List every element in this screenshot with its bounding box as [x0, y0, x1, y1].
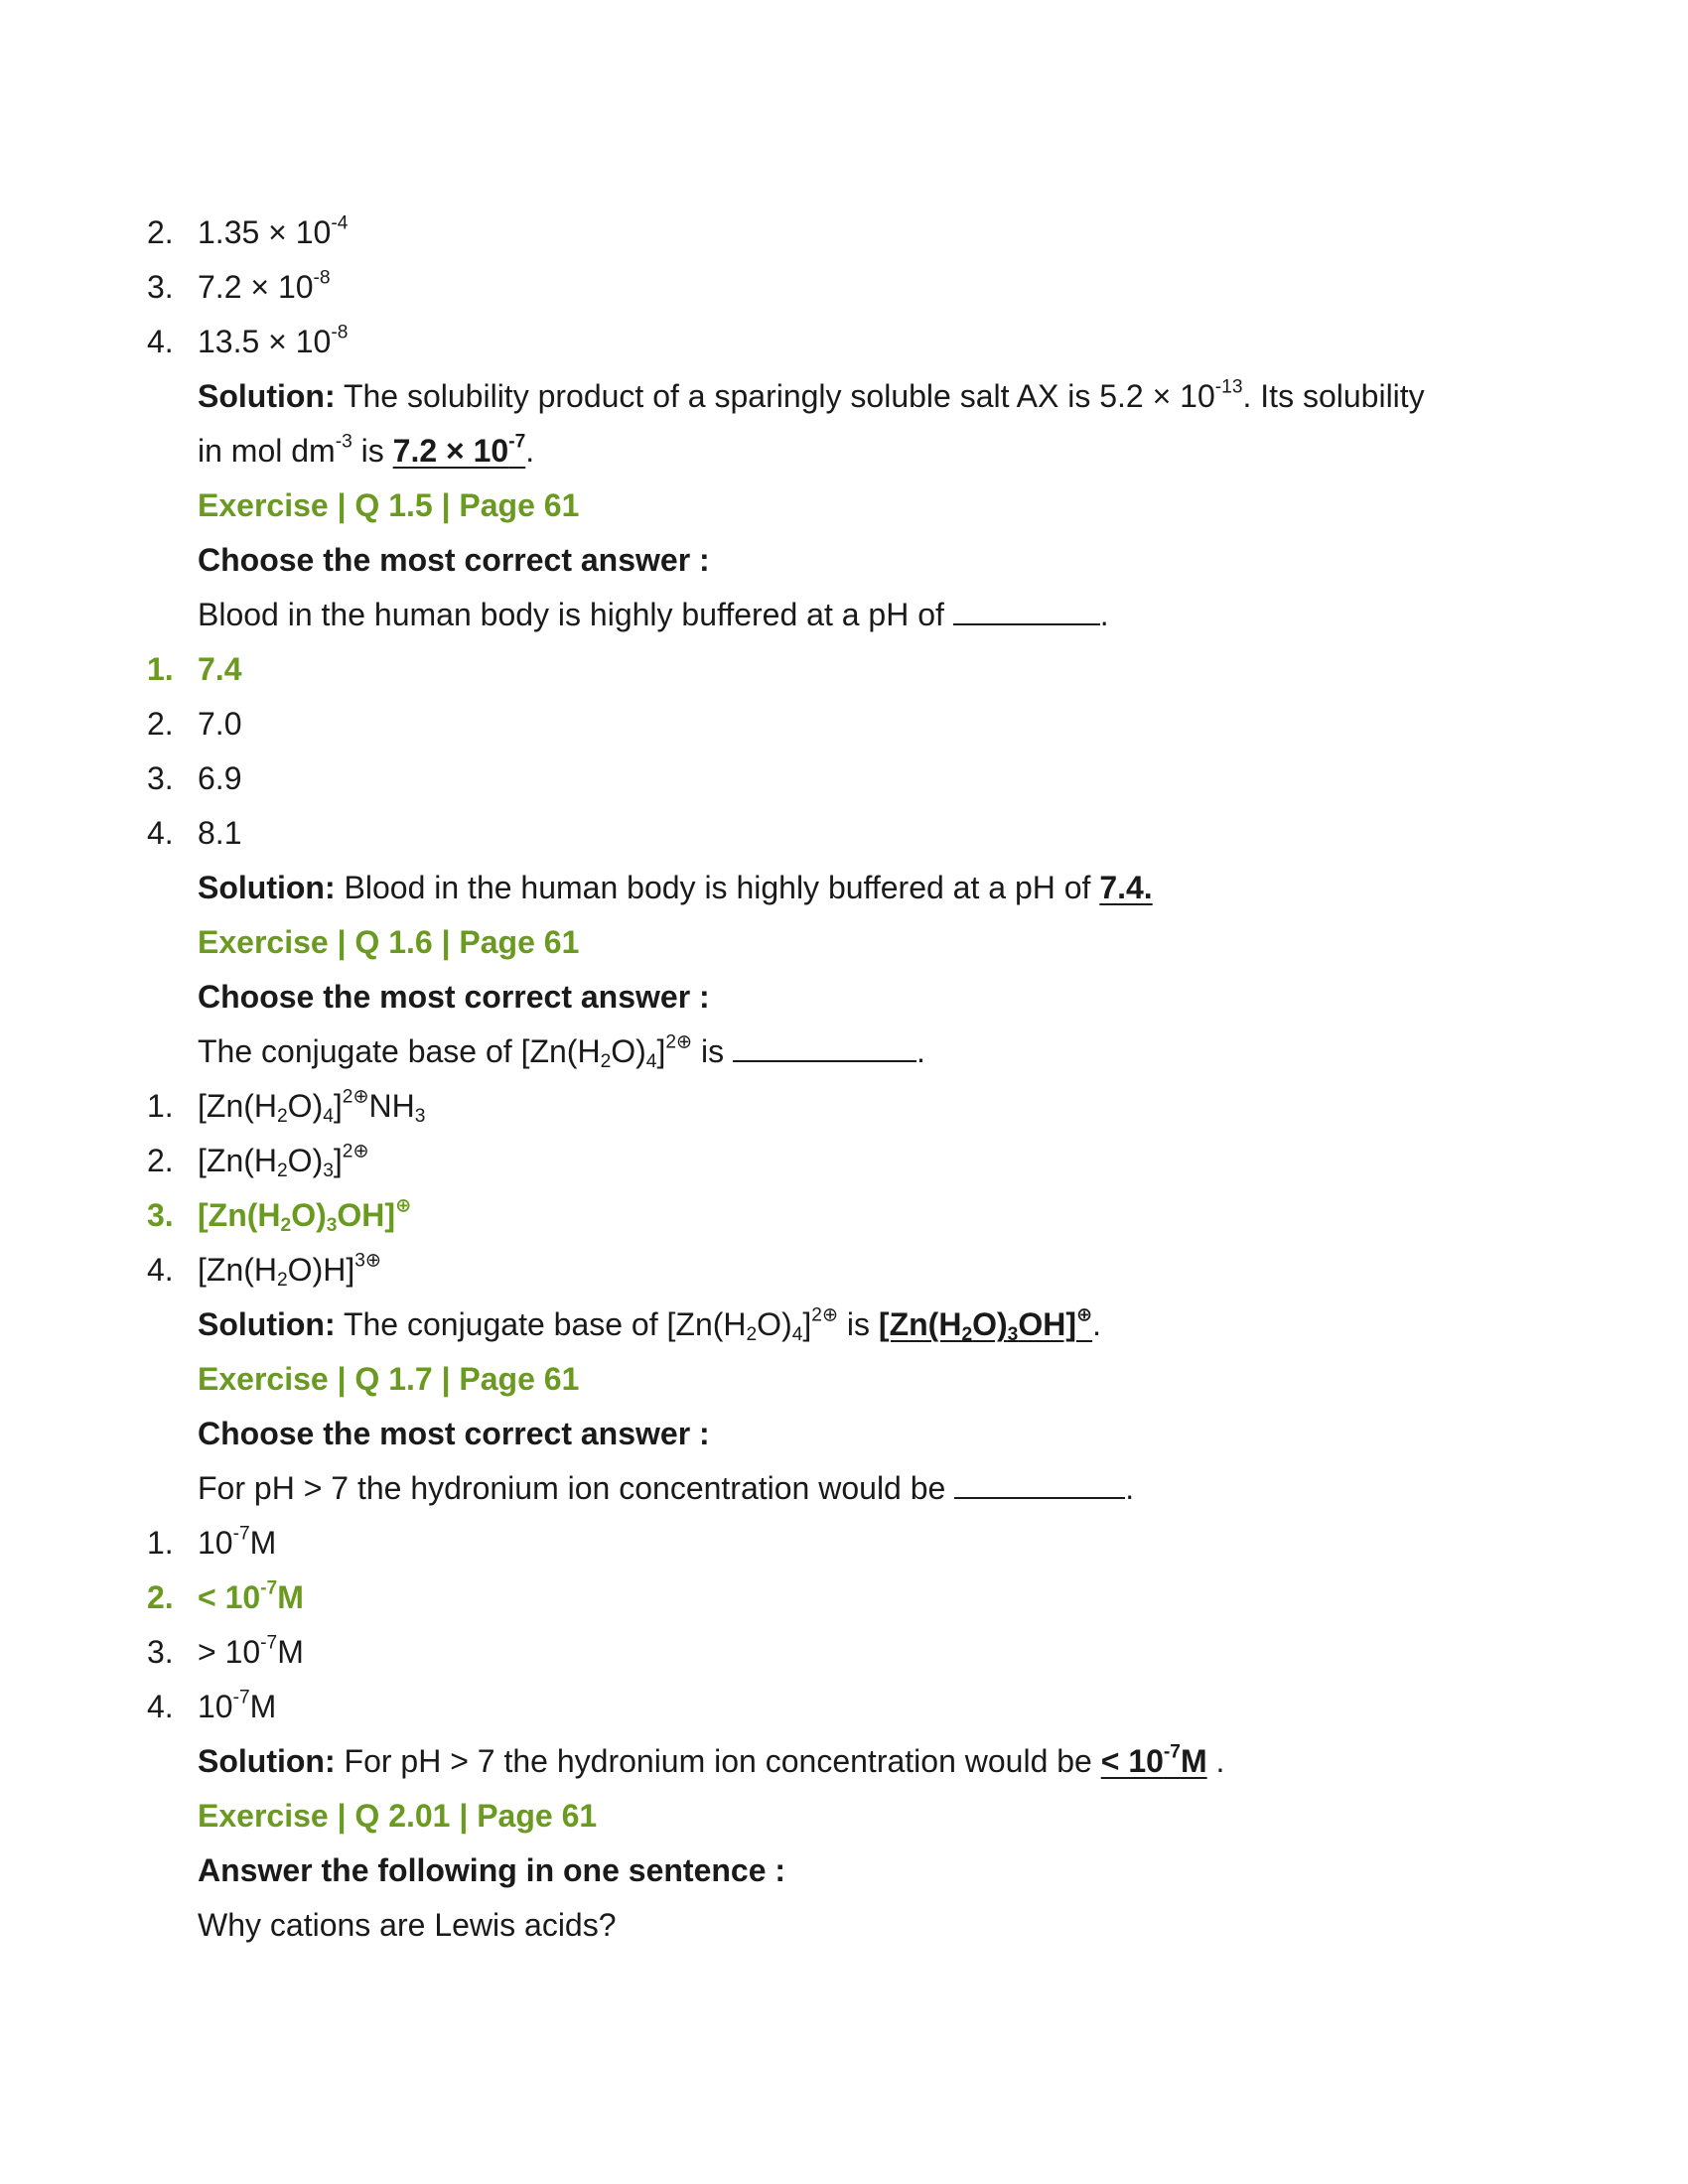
chem-formula: $[Zn(H_2O)_4]^{2\oplus}$ [520, 1031, 693, 1072]
solution-answer: 7.4. [1099, 870, 1153, 905]
option-text: $7.2 \times 10^{-8}$ [198, 267, 331, 305]
answer-blank [954, 1469, 1125, 1499]
solution-answer: $[Zn(H_2O)_3OH]^\oplus$ [878, 1304, 1093, 1345]
option-text: $13.5 \times 10^{-8}$ [198, 322, 349, 359]
solution-label: Solution: [198, 378, 336, 414]
answer-blank [953, 596, 1100, 625]
option-number: 4. [147, 324, 174, 359]
document-page: 2. $1.35 \times 10^{-4}$ 3. $7.2 \times 10^{-8}$ 4. $13.5 \times 10^{-8}$ Solution: The solubility product of a sparingly soluble salt AX is $5.2 \times 10^{-13}$. Its solubility in mol $dm^{-3}$ is $7.2 \times 10^{-7}$. Exercise | Q 1.5 | Page 61 Choose the most correct answer : Blood in the human body is highly buffered at a pH of . 1. 7.4 2. 7.0 3. 6.9 4. 8.1 Solution: Blood in the human body is highly buffered at a pH of 7.4. Exercise | Q 1.6 | Page 61 Choose the most correct answer : The conjugate base of $[Zn(H_2O)_4]^{2\oplus}$ is . 1. $[Zn(H_2O)_4]^{2\oplus}NH_3$ 2. $[Zn(H_2O)_3]^{2\oplus}$ 3. $[Zn(H_2O)_3OH]^\oplus$ 4. $[Zn(H_2O)H]^{3\oplus}$ Solution: The conjugate base of $[Zn(H_2O)_4]^{2\oplus}$ is $[Zn(H_2O)_3OH]^\oplus$. Exercise | Q 1.7 | Page 61 Choose the most correct answer : For pH > 7 the hydronium ion concentration would be . 1. $10^{-7}M$ 2. < $10^{-7}M$ 3. > $10^{-7}M$ 4. $10^{-7}M$ Solution: For pH > 7 the hydronium ion concentration would be < $10^{-7}M$ . Exercise | Q 2.01 | Page 61 Answer the following in one sentence : Why cations are Lewis acids? [147, 212, 1425, 1943]
option-number: 2. [147, 214, 174, 250]
option-text: $1.35 \times 10^{-4}$ [198, 212, 349, 250]
solution-answer: $7.2 \times 10^{-7}$ [392, 431, 526, 469]
option-number: 3. [147, 269, 174, 305]
solution-answer: < $10^{-7}M$ [1100, 1741, 1207, 1779]
answer-blank [733, 1032, 916, 1062]
